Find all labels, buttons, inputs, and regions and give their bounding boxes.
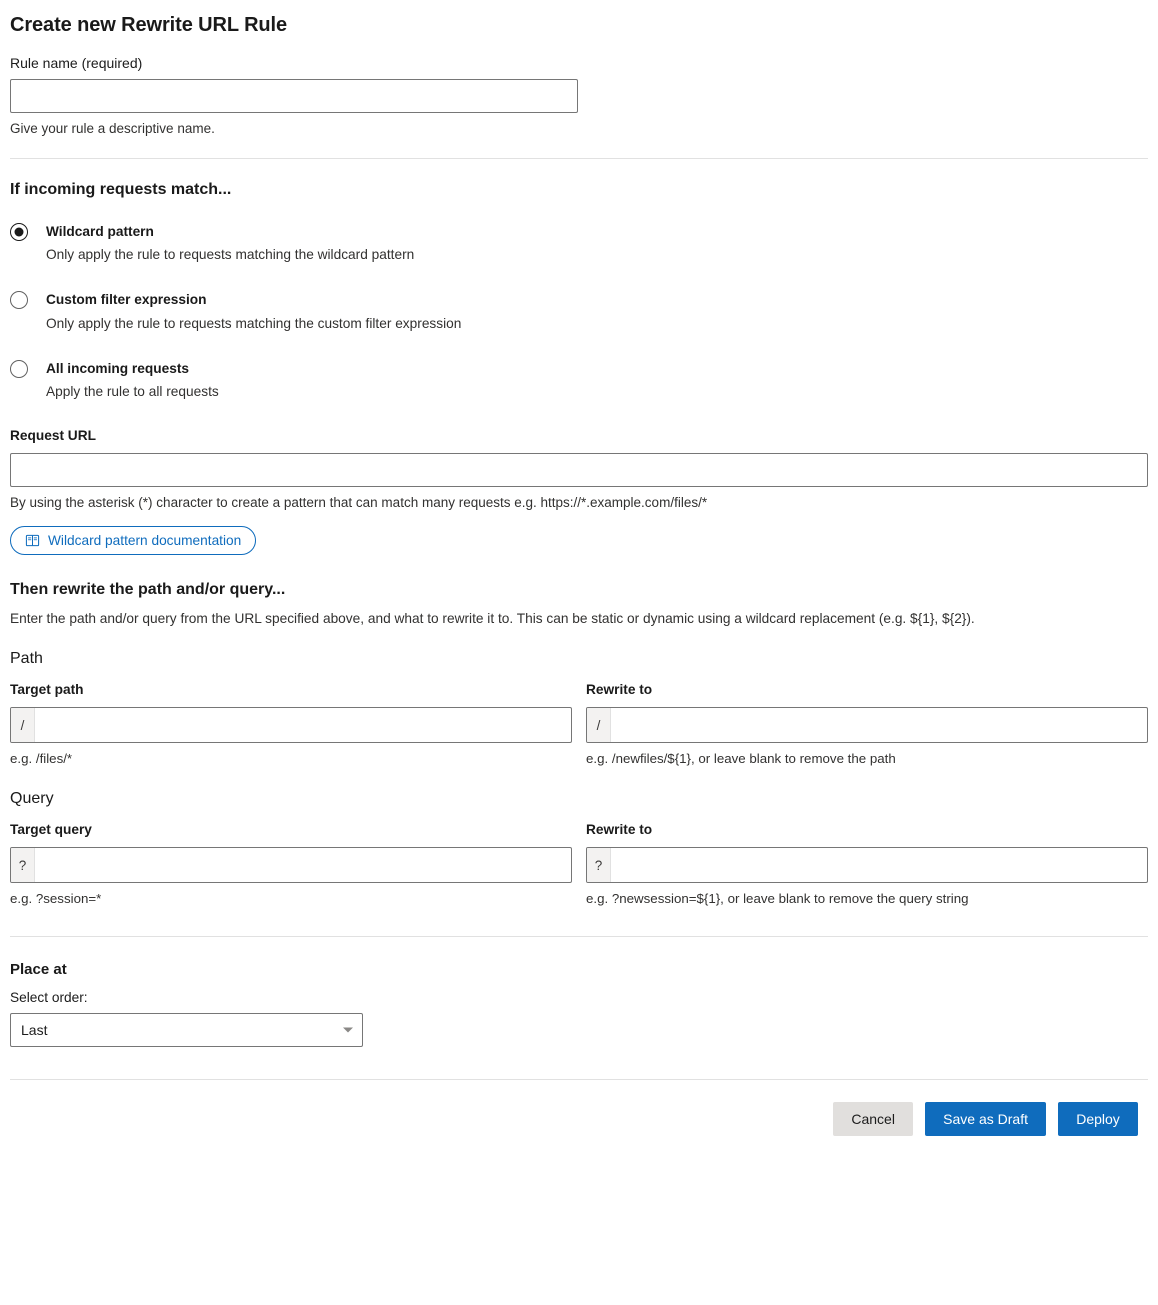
question-prefix-icon: ? xyxy=(587,848,611,882)
query-group-title: Query xyxy=(10,790,54,808)
radio-label-wildcard-pattern: Wildcard pattern xyxy=(46,224,154,239)
radio-label-all-incoming-requests: All incoming requests xyxy=(46,360,189,376)
select-order-dropdown[interactable] xyxy=(10,1013,363,1047)
radio-desc-all-incoming-requests: Apply the rule to all requests xyxy=(46,384,219,400)
target-path-field xyxy=(10,682,572,766)
radio-desc-wildcard-pattern: Only apply the rule to requests matching the wildcard pattern xyxy=(46,247,415,263)
rule-name-input[interactable] xyxy=(10,79,578,113)
target-query-hint: e.g. ?session=* xyxy=(10,891,102,907)
rewrite-path-label: Rewrite to xyxy=(586,682,653,698)
radio-circle-icon[interactable] xyxy=(10,223,28,241)
radio-circle-icon[interactable] xyxy=(10,360,28,378)
page-title: Create new Rewrite URL Rule xyxy=(10,14,288,36)
slash-prefix-icon: / xyxy=(11,708,35,742)
radio-option-wildcard-pattern[interactable] xyxy=(10,221,1148,265)
rewrite-query-input-wrap[interactable] xyxy=(586,847,1148,883)
radio-label-custom-filter-expression: Custom filter expression xyxy=(46,292,207,308)
target-query-input-wrap[interactable] xyxy=(10,847,572,883)
target-path-hint: e.g. /files/* xyxy=(10,751,73,767)
target-path-input-wrap[interactable] xyxy=(10,707,572,743)
rewrite-query-input[interactable] xyxy=(611,848,1147,882)
radio-option-custom-filter-expression[interactable] xyxy=(10,289,1148,333)
wildcard-pattern-documentation-button[interactable] xyxy=(10,526,256,555)
form-actions xyxy=(10,1080,1148,1154)
place-at-heading: Place at xyxy=(10,961,67,979)
question-prefix-icon: ? xyxy=(11,848,35,882)
match-radio-group xyxy=(10,221,1148,402)
select-order-value[interactable]: Last xyxy=(10,1013,363,1047)
target-query-label: Target query xyxy=(10,822,92,838)
rule-name-label: Rule name (required) xyxy=(10,55,143,71)
query-fields-row xyxy=(10,822,1148,906)
radio-option-all-incoming-requests[interactable] xyxy=(10,358,1148,402)
target-path-label: Target path xyxy=(10,682,84,698)
save-as-draft-button[interactable]: Save as Draft xyxy=(925,1102,1046,1136)
request-url-input[interactable] xyxy=(10,453,1148,487)
book-icon xyxy=(25,533,40,548)
path-fields-row xyxy=(10,682,1148,766)
request-url-help: By using the asterisk (*) character to create a pattern that can match many requests e.g. https://*.example.com/files/* xyxy=(10,495,708,511)
path-group-title: Path xyxy=(10,650,43,668)
rewrite-path-input-wrap[interactable] xyxy=(586,707,1148,743)
rewrite-section-intro: Enter the path and/or query from the URL specified above, and what to rewrite it to. This can be static or dynamic using a wildcard replacement (e.g. ${1}, ${2}). xyxy=(10,611,975,627)
target-path-input[interactable] xyxy=(35,708,571,742)
rewrite-query-field xyxy=(586,822,1148,906)
divider-place-at xyxy=(10,936,1148,937)
wildcard-pattern-documentation-label: Wildcard pattern documentation xyxy=(48,533,242,549)
slash-prefix-icon: / xyxy=(587,708,611,742)
rewrite-path-field xyxy=(586,682,1148,766)
divider-top xyxy=(10,158,1148,159)
rewrite-path-hint: e.g. /newfiles/${1}, or leave blank to remove the path xyxy=(586,751,896,767)
target-query-input[interactable] xyxy=(35,848,571,882)
rewrite-query-hint: e.g. ?newsession=${1}, or leave blank to remove the query string xyxy=(586,891,969,907)
request-url-label: Request URL xyxy=(10,428,96,444)
rewrite-path-input[interactable] xyxy=(611,708,1147,742)
deploy-button[interactable]: Deploy xyxy=(1058,1102,1138,1136)
cancel-button[interactable]: Cancel xyxy=(833,1102,913,1136)
match-section-heading: If incoming requests match... xyxy=(10,181,232,198)
rule-name-help: Give your rule a descriptive name. xyxy=(10,121,215,136)
target-query-field xyxy=(10,822,572,906)
radio-desc-custom-filter-expression: Only apply the rule to requests matching the custom filter expression xyxy=(46,315,462,331)
radio-circle-icon[interactable] xyxy=(10,291,28,309)
select-order-label: Select order: xyxy=(10,990,88,1006)
rewrite-query-label: Rewrite to xyxy=(586,822,653,838)
rewrite-section-heading: Then rewrite the path and/or query... xyxy=(10,581,286,599)
